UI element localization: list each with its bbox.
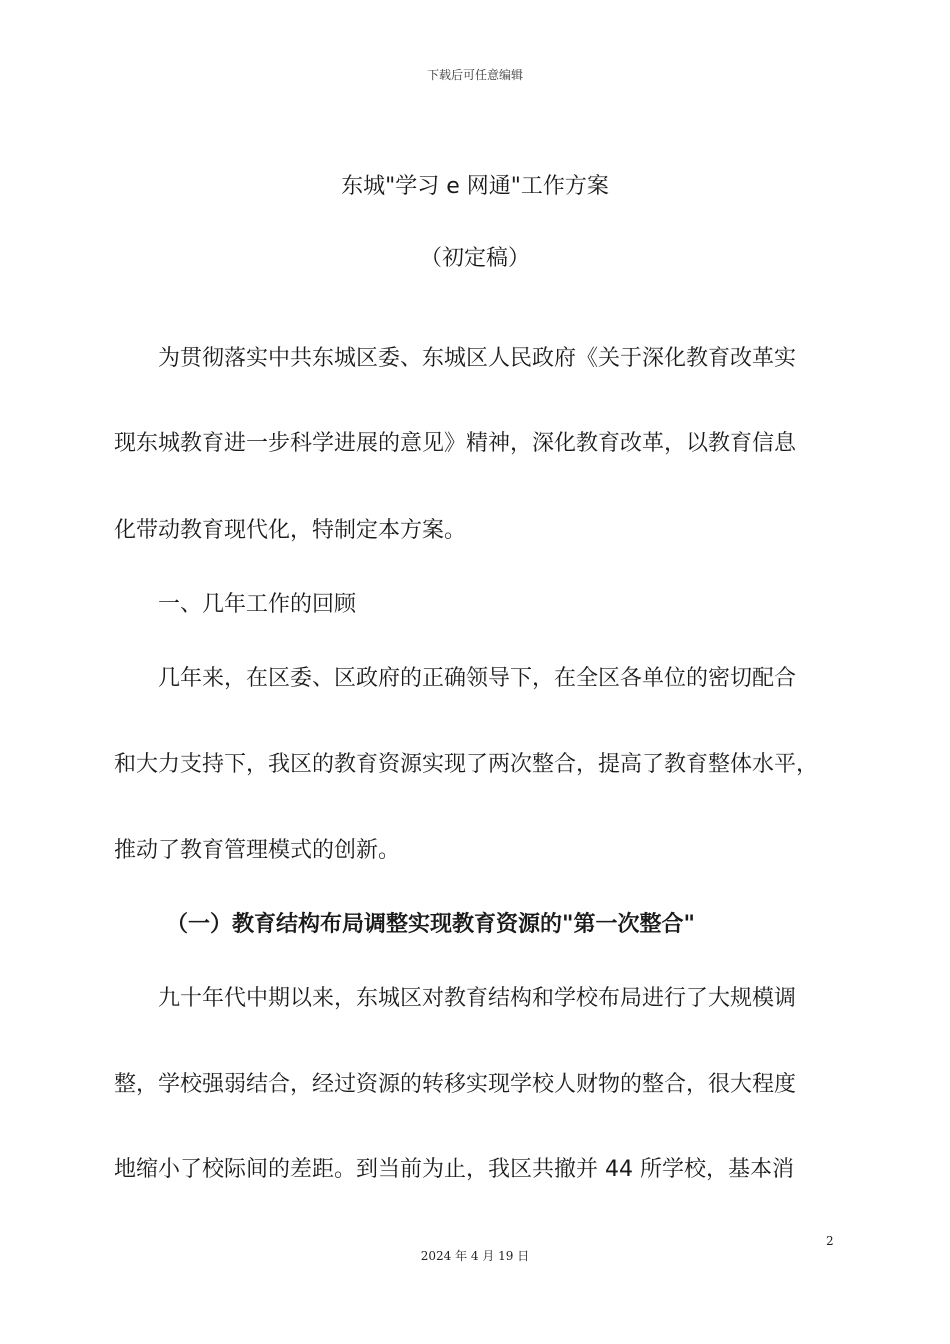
page-header: 下载后可任意编辑 (426, 68, 523, 82)
document-subtitle: （初定稿） (419, 246, 530, 271)
paragraph-line: 为贯彻落实中共东城区委、东城区人民政府《关于深化教育改革实 (158, 346, 797, 371)
paragraph-line: 九十年代中期以来，东城区对教育结构和学校布局进行了大规模调 (158, 986, 797, 1011)
paragraph-line: 推动了教育管理模式的创新。 (114, 838, 401, 863)
paragraph-line: 整，学校强弱结合，经过资源的转移实现学校人财物的整合，很大程度 (114, 1072, 797, 1097)
paragraph-line: 几年来，在区委、区政府的正确领导下，在全区各单位的密切配合 (158, 666, 797, 691)
paragraph-line: 现东城教育进一步科学进展的意见》精神，深化教育改革，以教育信息 (114, 431, 797, 456)
document-title: 东城"学习 e 网通"工作方案 (341, 174, 609, 199)
paragraph-line: 和大力支持下，我区的教育资源实现了两次整合，提高了教育整体水平， (114, 752, 819, 777)
section-heading: 一、几年工作的回顾 (158, 592, 357, 617)
page-number: 2 (826, 1234, 834, 1248)
paragraph-line: 化带动教育现代化，特制定本方案。 (114, 518, 467, 543)
page-footer-date: 2024 年 4 月 19 日 (420, 1249, 530, 1263)
subsection-heading: （一）教育结构布局调整实现教育资源的"第一次整合" (166, 912, 695, 937)
paragraph-line: 地缩小了校际间的差距。到当前为止，我区共撤并 44 所学校，基本消 (114, 1157, 794, 1182)
